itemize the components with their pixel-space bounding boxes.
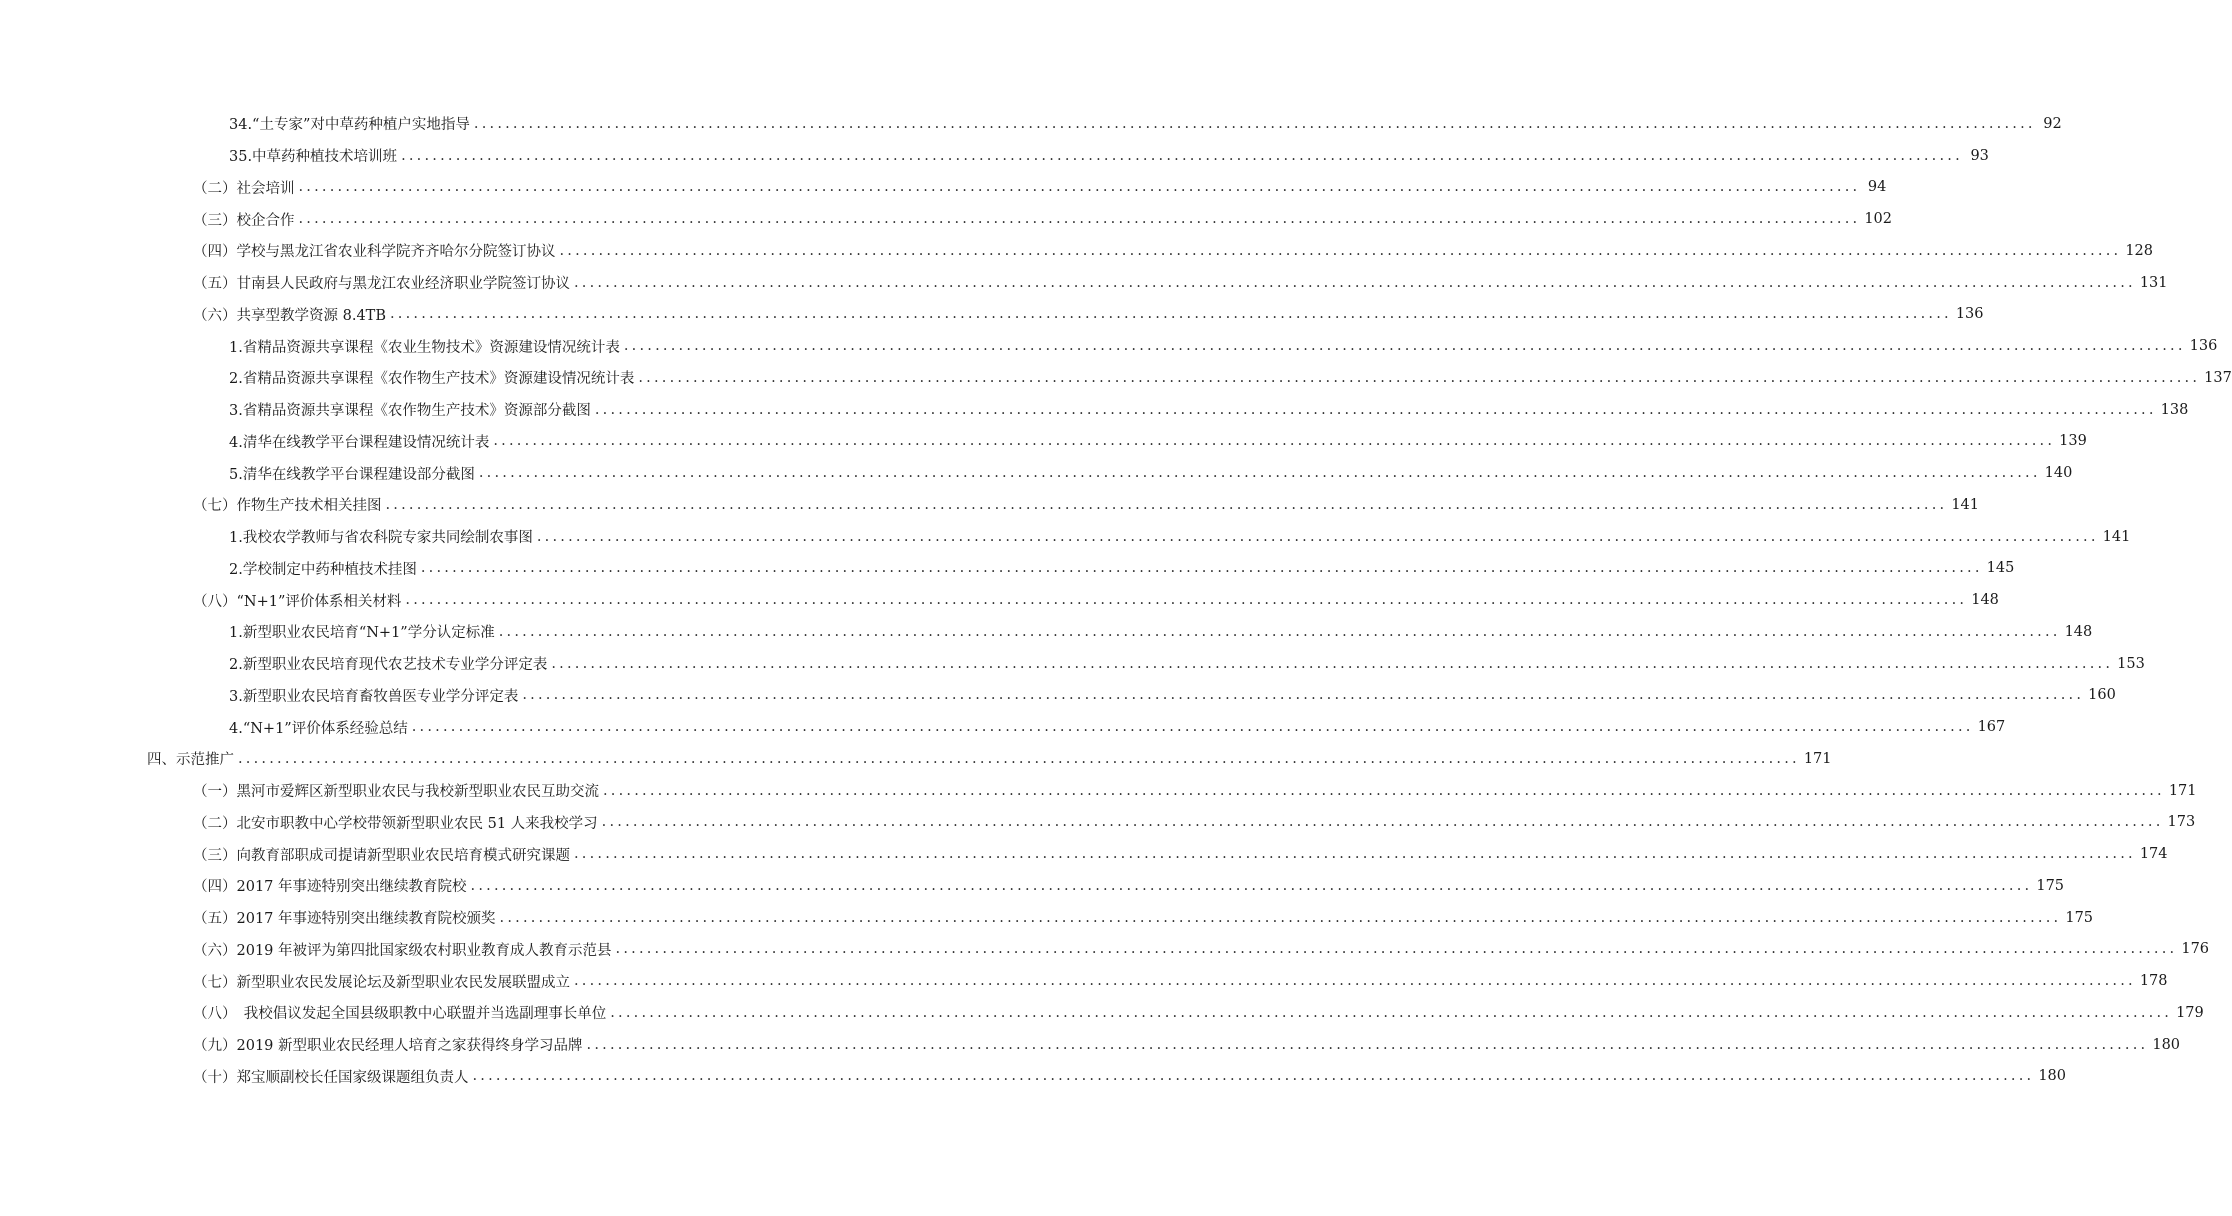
toc-leader-dots: ........................................................................................................................................................................................................ [478,465,2041,482]
toc-entry-page: 173 [2167,814,2196,831]
toc-entry-label: 5.清华在线教学平台课程建设部分截图 [229,463,477,484]
toc-entry-page: 141 [1951,496,1980,513]
toc-entry[interactable] [0,711,2006,743]
toc-entry-page: 171 [1803,750,1832,767]
toc-entry-page: 153 [2117,655,2145,672]
toc-entry-page: 160 [2088,687,2116,704]
toc-entry[interactable] [0,330,2218,362]
toc-entry[interactable] [0,299,1984,331]
toc-entry-page: 136 [2189,338,2218,355]
toc-entry-page: 92 [2043,115,2062,132]
toc-entry-page: 140 [2044,465,2073,482]
toc-leader-dots: ........................................................................................................................................................................................................ [551,655,2114,672]
toc-entry-page: 179 [2176,1004,2204,1021]
toc-entry-label: 四、示范推广 [147,748,236,769]
toc-entry[interactable] [0,267,2168,299]
toc-entry[interactable] [0,140,1989,172]
toc-entry[interactable] [0,775,2197,807]
toc-entry-label: 1.我校农学教师与省农科院专家共同绘制农事图 [229,526,535,547]
toc-entry[interactable] [0,934,2210,966]
toc-entry[interactable] [0,870,2065,902]
toc-entry-label: （六）2019 年被评为第四批国家级农村职业教育成人教育示范县 [193,939,614,960]
toc-entry-label: （三）校企合作 [193,209,297,230]
toc-leader-dots: ........................................................................................................................................................................................................ [405,592,1968,609]
toc-entry-label: （八）“N+1”评价体系相关材料 [193,590,403,611]
toc-entry-label: （一）黑河市爱辉区新型职业农民与我校新型职业农民互助交流 [193,780,601,801]
toc-leader-dots: ........................................................................................................................................................................................................ [499,909,2062,926]
toc-entry-page: 167 [1977,719,2006,736]
toc-entry[interactable] [0,743,1832,775]
toc-entry[interactable] [0,965,2168,997]
toc-entry-page: 128 [2125,242,2154,259]
toc-entry-page: 131 [2139,274,2168,291]
toc-entry-page: 102 [1864,211,1893,228]
toc-entry-page: 175 [2065,909,2094,926]
toc-entry-label: 1.新型职业农民培育“N+1”学分认定标准 [229,621,497,642]
toc-leader-dots: ........................................................................................................................................................................................................ [385,496,1948,513]
toc-entry-page: 175 [2036,877,2065,894]
toc-entry-label: （五）2017 年事迹特别突出继续教育院校颁奖 [193,907,498,928]
toc-leader-dots: ........................................................................................................................................................................................................ [472,1068,2035,1085]
toc-entry[interactable] [0,1029,2181,1061]
toc-leader-dots: ........................................................................................................................................................................................................ [610,1004,2173,1021]
toc-entry-page: 93 [1970,147,1989,164]
toc-entry[interactable] [0,172,1887,204]
toc-entry[interactable] [0,902,2094,934]
toc-entry-page: 139 [2059,433,2087,450]
toc-entry-label: 3.新型职业农民培育畜牧兽医专业学分评定表 [229,685,520,706]
toc-entry[interactable] [0,616,2093,648]
toc-leader-dots: ........................................................................................................................................................................................................ [623,338,2186,355]
table-of-contents [0,108,2232,1092]
toc-entry-label: （九）2019 新型职业农民经理人培育之家获得终身学习品牌 [193,1034,585,1055]
toc-entry-page: 180 [2038,1068,2067,1085]
toc-entry-label: 4.清华在线教学平台课程建设情况统计表 [229,431,491,452]
toc-leader-dots: ........................................................................................................................................................................................................ [603,782,2165,799]
toc-leader-dots: ........................................................................................................................................................................................................ [594,401,2157,418]
toc-leader-dots: ........................................................................................................................................................................................................ [638,369,2201,386]
toc-entry-page: 138 [2160,401,2189,418]
toc-leader-dots: ........................................................................................................................................................................................................ [601,814,2164,831]
toc-entry-label: 1.省精品资源共享课程《农业生物技术》资源建设情况统计表 [229,336,622,357]
toc-leader-dots: ........................................................................................................................................................................................................ [498,623,2061,640]
toc-entry-page: 178 [2139,973,2168,990]
toc-entry[interactable] [0,680,2116,712]
toc-entry[interactable] [0,426,2087,458]
toc-leader-dots: ........................................................................................................................................................................................................ [390,306,1952,323]
toc-entry[interactable] [0,521,2131,553]
toc-entry[interactable] [0,807,2196,839]
toc-leader-dots: ........................................................................................................................................................................................................ [559,242,2122,259]
toc-entry[interactable] [0,203,1893,235]
toc-entry-label: 34.“土专家”对中草药种植户实地指导 [229,113,472,134]
toc-entry-label: （七）新型职业农民发展论坛及新型职业农民发展联盟成立 [193,971,572,992]
toc-leader-dots: ........................................................................................................................................................................................................ [522,687,2085,704]
toc-entry-label: （四）学校与黑龙江省农业科学院齐齐哈尔分院签订协议 [193,240,558,261]
toc-entry-label: 2.学校制定中药种植技术挂图 [229,558,419,579]
toc-leader-dots: ........................................................................................................................................................................................................ [298,179,1861,196]
toc-leader-dots: ........................................................................................................................................................................................................ [473,115,2036,132]
toc-leader-dots: ........................................................................................................................................................................................................ [574,274,2136,291]
toc-entry-page: 180 [2152,1036,2181,1053]
toc-entry-label: （十）郑宝顺副校长任国家级课题组负责人 [193,1066,471,1087]
toc-entry-page: 174 [2139,846,2168,863]
toc-entry[interactable] [0,108,2062,140]
toc-entry-label: 2.省精品资源共享课程《农作物生产技术》资源建设情况统计表 [229,367,636,388]
toc-leader-dots: ........................................................................................................................................................................................................ [420,560,1983,577]
toc-entry[interactable] [0,838,2168,870]
toc-entry-label: （三）向教育部职成司提请新型职业农民培育模式研究课题 [193,844,572,865]
toc-entry[interactable] [0,584,1999,616]
toc-leader-dots: ........................................................................................................................................................................................................ [586,1036,2149,1053]
toc-leader-dots: ........................................................................................................................................................................................................ [401,147,1963,164]
toc-leader-dots: ........................................................................................................................................................................................................ [470,877,2033,894]
toc-entry-label: （七）作物生产技术相关挂图 [193,494,384,515]
toc-entry-page: 176 [2181,941,2210,958]
toc-entry[interactable] [0,489,1980,521]
toc-leader-dots: ........................................................................................................................................................................................................ [493,433,2056,450]
toc-leader-dots: ........................................................................................................................................................................................................ [574,846,2136,863]
toc-entry-page: 136 [1955,306,1984,323]
toc-entry-label: 2.新型职业农民培育现代农艺技术专业学分评定表 [229,653,549,674]
toc-entry-page: 171 [2168,782,2197,799]
toc-leader-dots: ........................................................................................................................................................................................................ [536,528,2099,545]
toc-entry[interactable] [0,394,2189,426]
toc-entry-label: （八） 我校倡议发起全国县级职教中心联盟并当选副理事长单位 [193,1002,608,1023]
toc-entry-page: 94 [1867,179,1887,196]
toc-leader-dots: ........................................................................................................................................................................................................ [574,973,2136,990]
toc-entry-label: 35.中草药种植技术培训班 [229,145,399,166]
toc-entry[interactable] [0,648,2145,680]
toc-entry-page: 141 [2102,528,2131,545]
toc-entry-page: 145 [1986,560,2015,577]
toc-entry[interactable] [0,235,2154,267]
toc-entry-label: 4.“N+1”评价体系经验总结 [229,717,410,738]
toc-entry[interactable] [0,457,2073,489]
toc-entry[interactable] [0,362,2232,394]
toc-entry-label: （二）社会培训 [193,177,297,198]
toc-entry-page: 148 [2064,623,2093,640]
toc-entry[interactable] [0,553,2015,585]
toc-entry-label: （四）2017 年事迹特别突出继续教育院校 [193,875,469,896]
toc-entry-label: （二）北安市职教中心学校带领新型职业农民 51 人来我校学习 [193,812,600,833]
toc-entry-page: 148 [1971,592,1999,609]
toc-entry-page: 137 [2204,369,2232,386]
toc-leader-dots: ........................................................................................................................................................................................................ [615,941,2178,958]
toc-leader-dots: ........................................................................................................................................................................................................ [238,750,1800,767]
toc-entry-label: （六）共享型教学资源 8.4TB [193,304,388,325]
toc-leader-dots: ........................................................................................................................................................................................................ [411,719,1974,736]
toc-entry-label: （五）甘南县人民政府与黑龙江农业经济职业学院签订协议 [193,272,572,293]
toc-entry-label: 3.省精品资源共享课程《农作物生产技术》资源部分截图 [229,399,593,420]
toc-entry[interactable] [0,1061,2067,1093]
toc-entry[interactable] [0,997,2204,1029]
toc-leader-dots: ........................................................................................................................................................................................................ [298,211,1861,228]
